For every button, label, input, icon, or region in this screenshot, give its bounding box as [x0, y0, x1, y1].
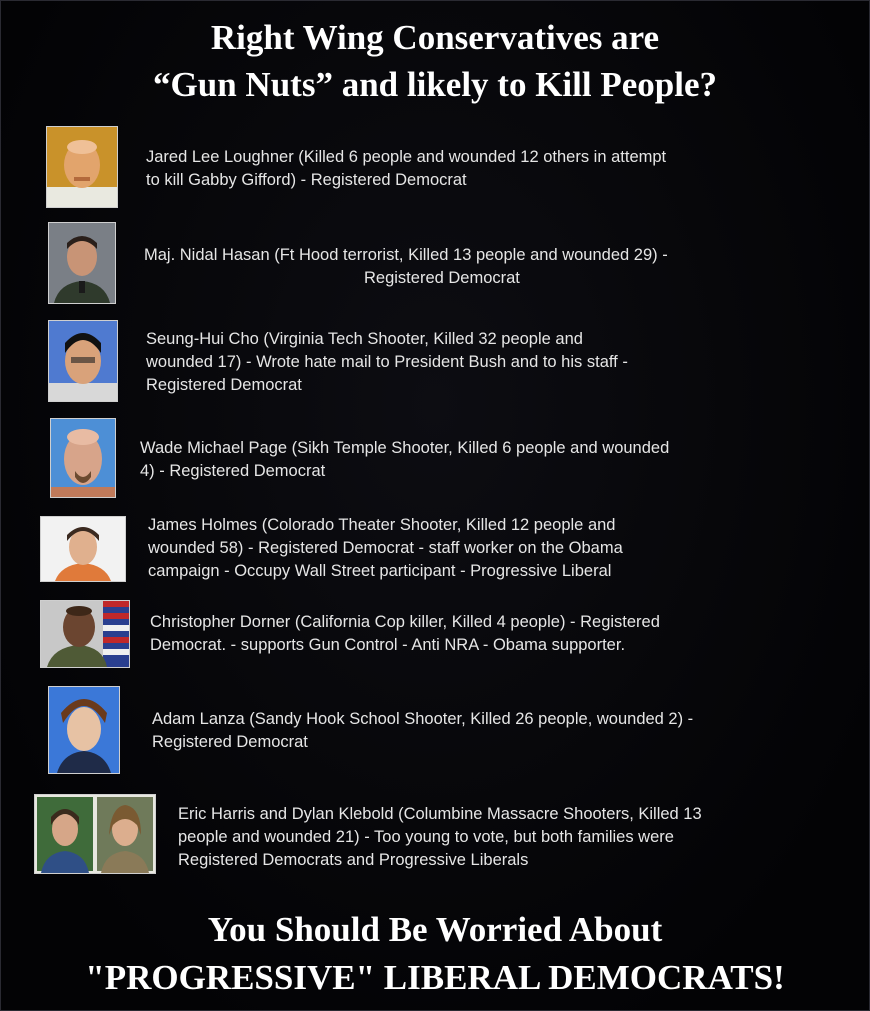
- entry-line: 4) - Registered Democrat: [140, 462, 326, 480]
- entry-line: wounded 17) - Wrote hate mail to President Bush and to his staff -: [146, 353, 628, 371]
- entry-line: Seung-Hui Cho (Virginia Tech Shooter, Killed 32 people and: [146, 330, 583, 348]
- entry-line: Wade Michael Page (Sikh Temple Shooter, Killed 6 people and wounded: [140, 439, 670, 457]
- portrait-photo: [40, 516, 126, 582]
- footer-line-1: You Should Be Worried About: [207, 910, 663, 949]
- entry-line: Registered Democrat: [364, 269, 520, 287]
- footer-line-2: "PROGRESSIVE" LIBERAL DEMOCRATS!: [85, 958, 785, 997]
- portrait-photo: [48, 222, 116, 304]
- entry-line: Registered Democrats and Progressive Liberals: [178, 851, 529, 869]
- portrait-photo: [48, 686, 120, 774]
- entry-line: Jared Lee Loughner (Killed 6 people and wounded 12 others in attempt: [146, 148, 667, 166]
- entry-description: [148, 514, 623, 583]
- headline-line-2: “Gun Nuts” and likely to Kill People?: [153, 65, 717, 104]
- entry-description: [144, 244, 668, 290]
- portrait-photo: [34, 794, 156, 874]
- entry-line: Christopher Dorner (California Cop killer, Killed 4 people) - Registered: [150, 613, 660, 631]
- entry-description: [178, 803, 702, 872]
- entry-description: [146, 146, 666, 192]
- entry-line: Maj. Nidal Hasan (Ft Hood terrorist, Killed 13 people and wounded 29) -: [144, 246, 668, 264]
- entry-line: Eric Harris and Dylan Klebold (Columbine Massacre Shooters, Killed 13: [178, 805, 702, 823]
- entry-line: Democrat. - supports Gun Control - Anti NRA - Obama supporter.: [150, 636, 626, 654]
- portrait-photo: [46, 126, 118, 208]
- entry-line: James Holmes (Colorado Theater Shooter, Killed 12 people and: [148, 516, 616, 534]
- portrait-photo: [50, 418, 116, 498]
- headline-line-1: Right Wing Conservatives are: [210, 18, 660, 57]
- entry-description: [152, 708, 693, 754]
- entry-description: [140, 437, 669, 483]
- entry-line: Registered Democrat: [146, 376, 302, 394]
- entry-line: Adam Lanza (Sandy Hook School Shooter, Killed 26 people, wounded 2) -: [152, 710, 694, 728]
- entry-line: wounded 58) - Registered Democrat - staff worker on the Obama: [148, 539, 623, 557]
- entry-line: Registered Democrat: [152, 733, 308, 751]
- entry-description: [150, 611, 660, 657]
- entry-description: [146, 328, 628, 397]
- entry-line: campaign - Occupy Wall Street participant - Progressive Liberal: [148, 562, 612, 580]
- portrait-photo: [48, 320, 118, 402]
- portrait-photo: [40, 600, 130, 668]
- footer-slogan: [0, 906, 870, 1002]
- entry-line: to kill Gabby Gifford) - Registered Democrat: [146, 171, 467, 189]
- entry-line: people and wounded 21) - Too young to vote, but both families were: [178, 828, 674, 846]
- headline: [0, 14, 870, 108]
